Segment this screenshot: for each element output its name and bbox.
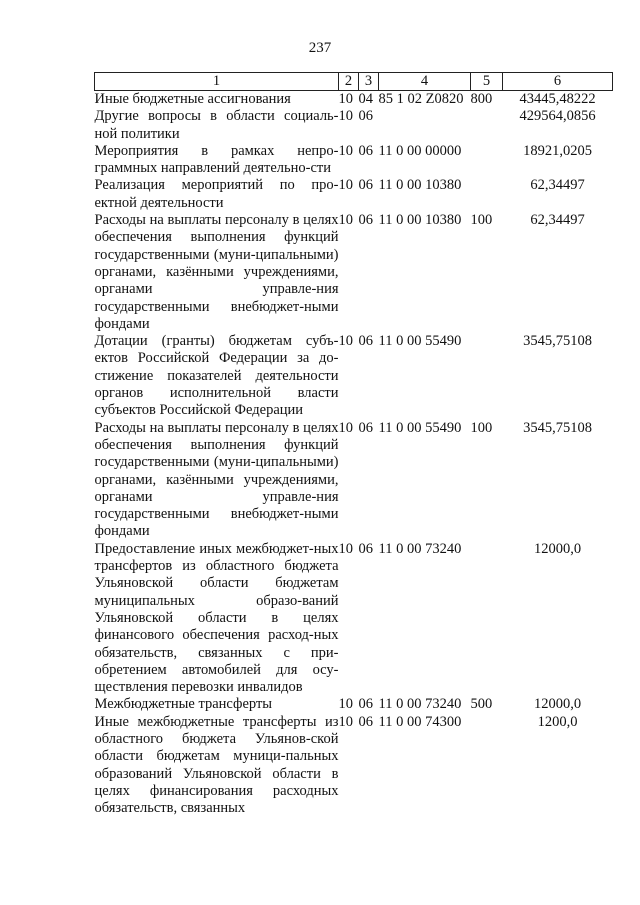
row-name: Расходы на выплаты персоналу в целях обеспечения выполнения функций государственными (муни-ципальными) органами, казёнными учреждениями, органами управле-ния государственными внебюджет-ными фондами xyxy=(94,212,339,332)
table-row xyxy=(95,108,613,143)
row-subsection: 06 xyxy=(358,142,373,159)
row-section: 10 xyxy=(338,696,353,713)
row-expense-type: 500 xyxy=(470,696,493,713)
row-amount: 18921,0205 xyxy=(523,142,592,159)
row-target-article: 11 0 00 73240 xyxy=(378,540,462,557)
row-amount: 62,34497 xyxy=(530,177,585,194)
row-expense-type xyxy=(471,714,503,818)
row-subsection: 06 xyxy=(358,696,373,713)
table-row xyxy=(95,91,613,109)
row-subsection: 06 xyxy=(358,333,373,350)
row-target-article xyxy=(379,108,471,143)
row-name: Межбюджетные трансферты xyxy=(94,696,273,713)
row-section: 10 xyxy=(338,540,353,557)
row-subsection: 06 xyxy=(358,108,373,125)
row-subsection: 06 xyxy=(358,713,373,730)
row-target-article: 11 0 00 73240 xyxy=(378,696,462,713)
row-target-article: 11 0 00 74300 xyxy=(378,713,462,730)
row-section: 10 xyxy=(338,419,353,436)
row-expense-type xyxy=(471,541,503,697)
row-amount: 3545,75108 xyxy=(523,333,592,350)
row-target-article: 11 0 00 10380 xyxy=(378,177,462,194)
table-row xyxy=(95,420,613,541)
row-subsection: 06 xyxy=(358,540,373,557)
row-section: 10 xyxy=(338,108,353,125)
table-row xyxy=(95,143,613,178)
table-row xyxy=(95,177,613,212)
table-row xyxy=(95,714,613,818)
row-expense-type xyxy=(471,108,503,143)
row-amount: 3545,75108 xyxy=(523,419,592,436)
row-expense-type: 100 xyxy=(470,419,493,436)
row-target-article: 11 0 00 10380 xyxy=(378,212,462,229)
row-section: 10 xyxy=(338,212,353,229)
row-name: Другие вопросы в области социаль-ной политики xyxy=(94,108,339,142)
table-row xyxy=(95,541,613,697)
header-col-4: 4 xyxy=(379,73,471,91)
row-target-article: 85 1 02 Z0820 xyxy=(378,91,464,107)
table-body xyxy=(95,91,613,818)
row-expense-type xyxy=(471,333,503,419)
table-row xyxy=(95,696,613,713)
row-section: 10 xyxy=(338,713,353,730)
row-target-article: 11 0 00 55490 xyxy=(378,333,462,350)
page-number: 237 xyxy=(308,40,332,56)
header-row xyxy=(95,73,613,91)
header-col-3: 3 xyxy=(359,73,379,91)
budget-table xyxy=(94,72,613,817)
row-name: Иные бюджетные ассигнования xyxy=(94,91,291,107)
row-subsection: 04 xyxy=(358,91,373,107)
row-amount: 12000,0 xyxy=(533,540,582,557)
row-subsection: 06 xyxy=(358,212,373,229)
row-section: 10 xyxy=(338,333,353,350)
header-col-6: 6 xyxy=(503,73,613,91)
row-expense-type: 800 xyxy=(470,91,493,107)
row-subsection: 06 xyxy=(358,177,373,194)
table-row xyxy=(95,333,613,419)
row-expense-type: 100 xyxy=(470,212,493,229)
row-amount: 1200,0 xyxy=(537,713,578,730)
row-section: 10 xyxy=(338,91,353,107)
header-col-2: 2 xyxy=(339,73,359,91)
row-amount: 43445,48222 xyxy=(519,91,596,107)
row-name: Предоставление иных межбюджет-ных трансфертов из областного бюджета Ульяновской области бюджетам муниципальных образо-ваний Ульяновской области в целях финансового обеспечения расход-ных обязательств, связанных с при-обретением автомобилей для осу-ществления перевозки инвалидов xyxy=(94,540,339,696)
row-name: Реализация мероприятий по про-ектной деятельности xyxy=(94,177,339,211)
row-name: Мероприятия в рамках непро-граммных направлений деятельно-сти xyxy=(94,142,339,177)
row-amount: 62,34497 xyxy=(530,212,585,229)
row-name: Дотации (гранты) бюджетам субъ-ектов Российской Федерации за до-стижение показателей деятельности органов исполнительной власти субъектов Российской Федерации xyxy=(94,333,339,419)
row-expense-type xyxy=(471,177,503,212)
row-section: 10 xyxy=(338,177,353,194)
header-col-1: 1 xyxy=(95,73,339,91)
row-target-article: 11 0 00 00000 xyxy=(378,142,462,159)
table-row xyxy=(95,212,613,333)
row-amount: 12000,0 xyxy=(533,696,582,713)
row-section: 10 xyxy=(338,142,353,159)
header-col-5: 5 xyxy=(471,73,503,91)
row-name: Расходы на выплаты персоналу в целях обеспечения выполнения функций государственными (муни-ципальными) органами, казёнными учреждениями, органами управле-ния государственными внебюджет-ными фондами xyxy=(94,419,339,540)
table-header xyxy=(95,73,613,91)
row-amount: 429564,0856 xyxy=(519,108,596,125)
row-subsection: 06 xyxy=(358,419,373,436)
row-expense-type xyxy=(471,143,503,178)
row-target-article: 11 0 00 55490 xyxy=(378,419,462,436)
row-name: Иные межбюджетные трансферты из областного бюджета Ульянов-ской области бюджетам муници-пальных образований Ульяновской области в целях финансирования расходных обязательств, связанных xyxy=(94,713,339,817)
